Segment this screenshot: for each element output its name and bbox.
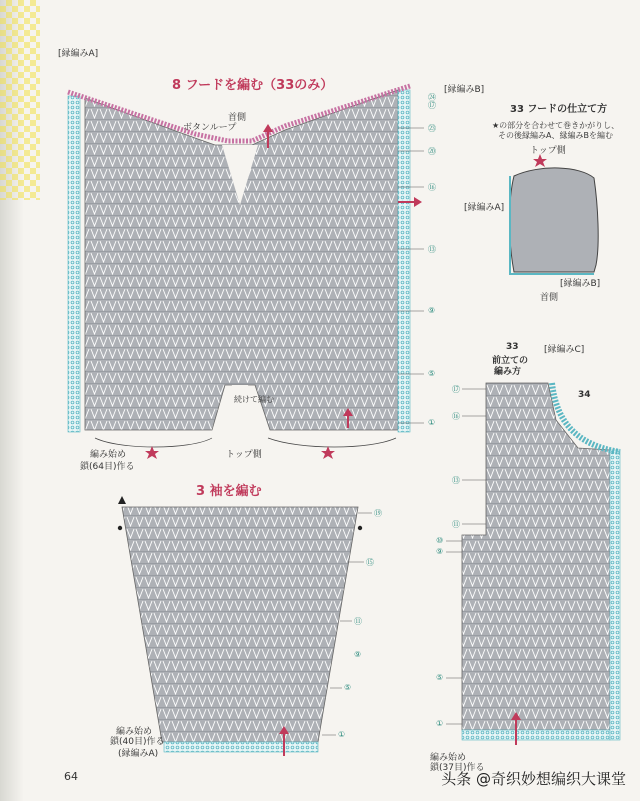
front-size-34: 34 <box>578 390 591 400</box>
finish-note-2: その後縁編みA、縁編みBを編む <box>498 131 613 140</box>
front-row-number: ⑬ <box>452 476 460 485</box>
front-title-3: 編み方 <box>494 367 522 377</box>
hood-row-number: ㉔ <box>428 93 436 102</box>
finish-note-1: ★の部分を合わせて巻きかがりし、 <box>492 121 620 130</box>
hood-row-number: ⑤ <box>428 369 436 378</box>
sleeve-row-number: ⑨ <box>354 650 362 659</box>
front-row-number: ⑰ <box>452 385 460 394</box>
hood-row-number: ⑬ <box>428 245 436 254</box>
finish-top-side: トップ側 <box>530 146 566 156</box>
page-number: 64 <box>64 770 78 783</box>
front-row-number: ⑩ <box>436 536 444 545</box>
front-title-1: 33 <box>506 342 519 352</box>
sleeve-chain-note: 鎖(40目)作る <box>110 737 165 747</box>
finish-title: 33 フードの仕立て方 <box>510 104 608 115</box>
sleeve-row-number: ⑮ <box>366 558 374 567</box>
front-row-number: ⑨ <box>436 547 444 556</box>
finish-edging-a: [縁編みA] <box>464 203 505 213</box>
front-start-note: 編み始め <box>430 753 467 763</box>
watermark-text: 头条 @奇织妙想编织大课堂 <box>441 770 626 788</box>
front-row-number: ⑤ <box>436 673 444 682</box>
hood-chain-note: 鎖(64目)作る <box>80 462 135 472</box>
sleeve-start-note: 編み始め <box>116 727 153 737</box>
hood-row-number: ㉓ <box>428 124 436 133</box>
front-chain-note: 鎖(37目)作る <box>430 763 485 773</box>
hood-section-title: 8 フードを編む（33のみ） <box>172 78 334 93</box>
sleeve-row-number: ① <box>338 730 346 739</box>
sleeve-row-number: ⑪ <box>354 617 362 626</box>
sleeve-diagram <box>118 496 362 756</box>
front-band-diagram <box>462 383 620 745</box>
front-row-number: ⑪ <box>452 520 460 529</box>
sleeve-edging-label: (縁編みA) <box>118 749 159 759</box>
hood-row-number: ① <box>428 418 436 427</box>
sleeve-row-number: ⑤ <box>344 683 352 692</box>
hood-button-loop-label: ボタンループ <box>183 123 237 133</box>
hood-row-number: ⑳ <box>428 147 436 156</box>
hood-finishing-sketch <box>510 154 599 274</box>
hood-row-number: ⑰ <box>428 101 436 110</box>
front-edging-c: [縁編みC] <box>544 345 585 355</box>
finish-edging-b: [縁編みB] <box>560 279 601 289</box>
hood-sew-note: 続けて編む <box>234 395 274 404</box>
sleeve-row-number: ⑲ <box>374 509 382 518</box>
hood-start-note: 編み始め <box>90 450 127 460</box>
front-row-number: ⑯ <box>452 412 460 421</box>
front-title-2: 前立ての <box>492 356 529 366</box>
hood-top-side-label: トップ側 <box>226 450 262 460</box>
hood-edging-b-label: [縁編みB] <box>444 85 485 95</box>
hood-neck-label: 首側 <box>228 113 247 123</box>
hood-row-number: ⑨ <box>428 306 436 315</box>
sleeve-section-title: 3 袖を編む <box>196 484 262 499</box>
finish-neck: 首側 <box>540 293 559 303</box>
hood-row-number: ⑯ <box>428 183 436 192</box>
front-row-number: ① <box>436 719 444 728</box>
hood-edging-a-label: [縁編みA] <box>58 49 99 59</box>
